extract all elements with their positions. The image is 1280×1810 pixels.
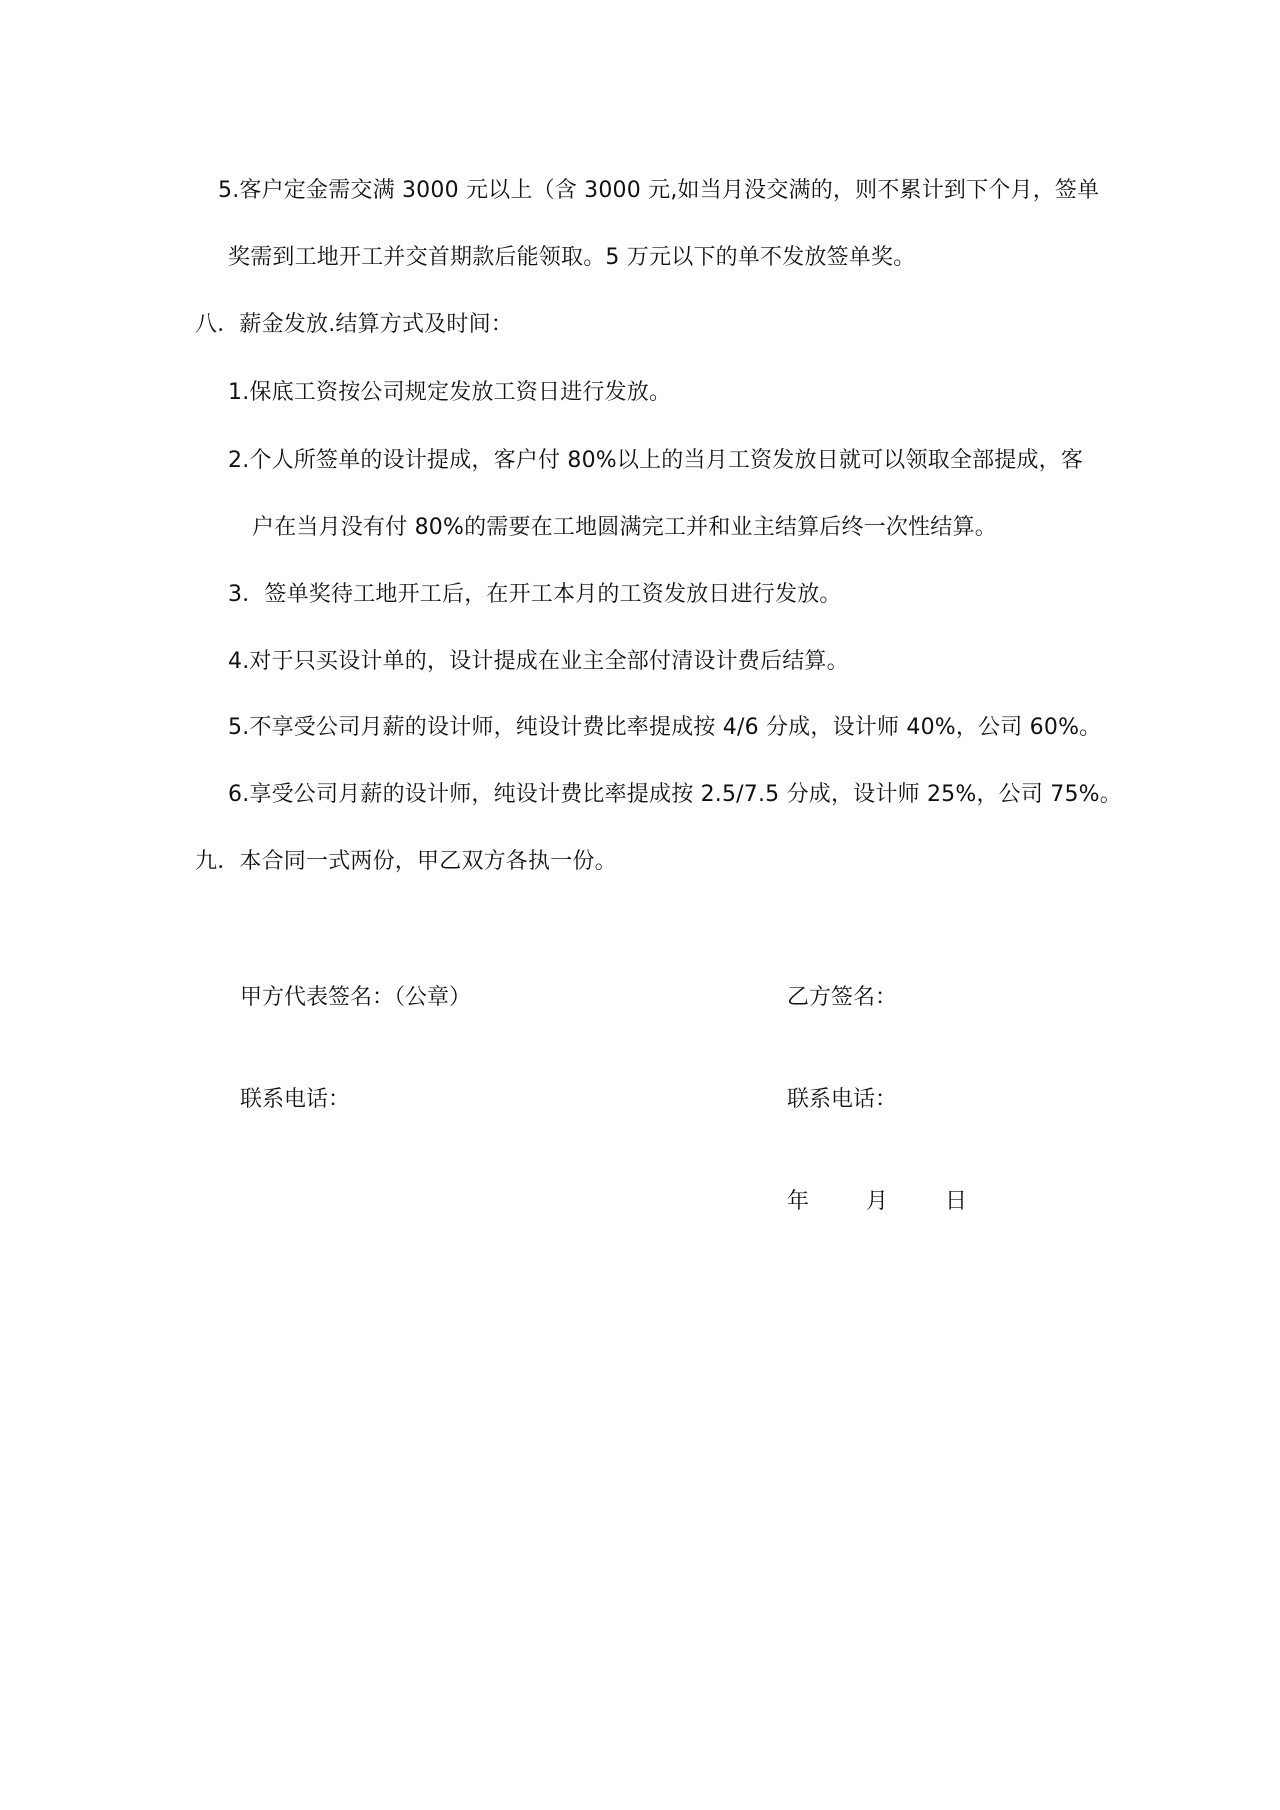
clause-8-item-3: 3．签单奖待工地开工后，在开工本月的工资发放日进行发放。 bbox=[228, 582, 842, 607]
party-a-phone-label: 联系电话： bbox=[240, 1087, 351, 1112]
party-b-signature-label: 乙方签名： bbox=[787, 985, 898, 1010]
clause-7-item-5-line-1: 5.客户定金需交满 3000 元以上（含 3000 元,如当月没交满的，则不累计到下个月，签单 bbox=[218, 178, 1100, 203]
party-a-signature-label: 甲方代表签名：（公章） bbox=[240, 985, 472, 1010]
clause-8-heading: 八．薪金发放.结算方式及时间： bbox=[195, 312, 513, 337]
clause-9-heading: 九．本合同一式两份，甲乙双方各执一份。 bbox=[195, 849, 617, 874]
date-day-label: 日 bbox=[945, 1189, 968, 1214]
clause-8-item-6: 6.享受公司月薪的设计师，纯设计费比率提成按 2.5/7.5 分成，设计师 25%，公司 75%。 bbox=[228, 782, 1122, 807]
clause-8-item-5: 5.不享受公司月薪的设计师，纯设计费比率提成按 4/6 分成，设计师 40%，公司 60%。 bbox=[228, 715, 1102, 740]
clause-8-item-2-line-2: 户在当月没有付 80%的需要在工地圆满完工并和业主结算后终一次性结算。 bbox=[252, 515, 997, 540]
clause-7-item-5-line-2: 奖需到工地开工并交首期款后能领取。5 万元以下的单不发放签单奖。 bbox=[228, 245, 916, 270]
clause-8-item-2-line-1: 2.个人所签单的设计提成，客户付 80%以上的当月工资发放日就可以领取全部提成，客 bbox=[228, 448, 1084, 473]
date-month-label: 月 bbox=[866, 1189, 889, 1214]
clause-8-item-1: 1.保底工资按公司规定发放工资日进行发放。 bbox=[228, 380, 672, 405]
date-year-label: 年 bbox=[787, 1189, 810, 1214]
clause-8-item-4: 4.对于只买设计单的，设计提成在业主全部付清设计费后结算。 bbox=[228, 649, 849, 674]
party-b-phone-label: 联系电话： bbox=[787, 1087, 898, 1112]
